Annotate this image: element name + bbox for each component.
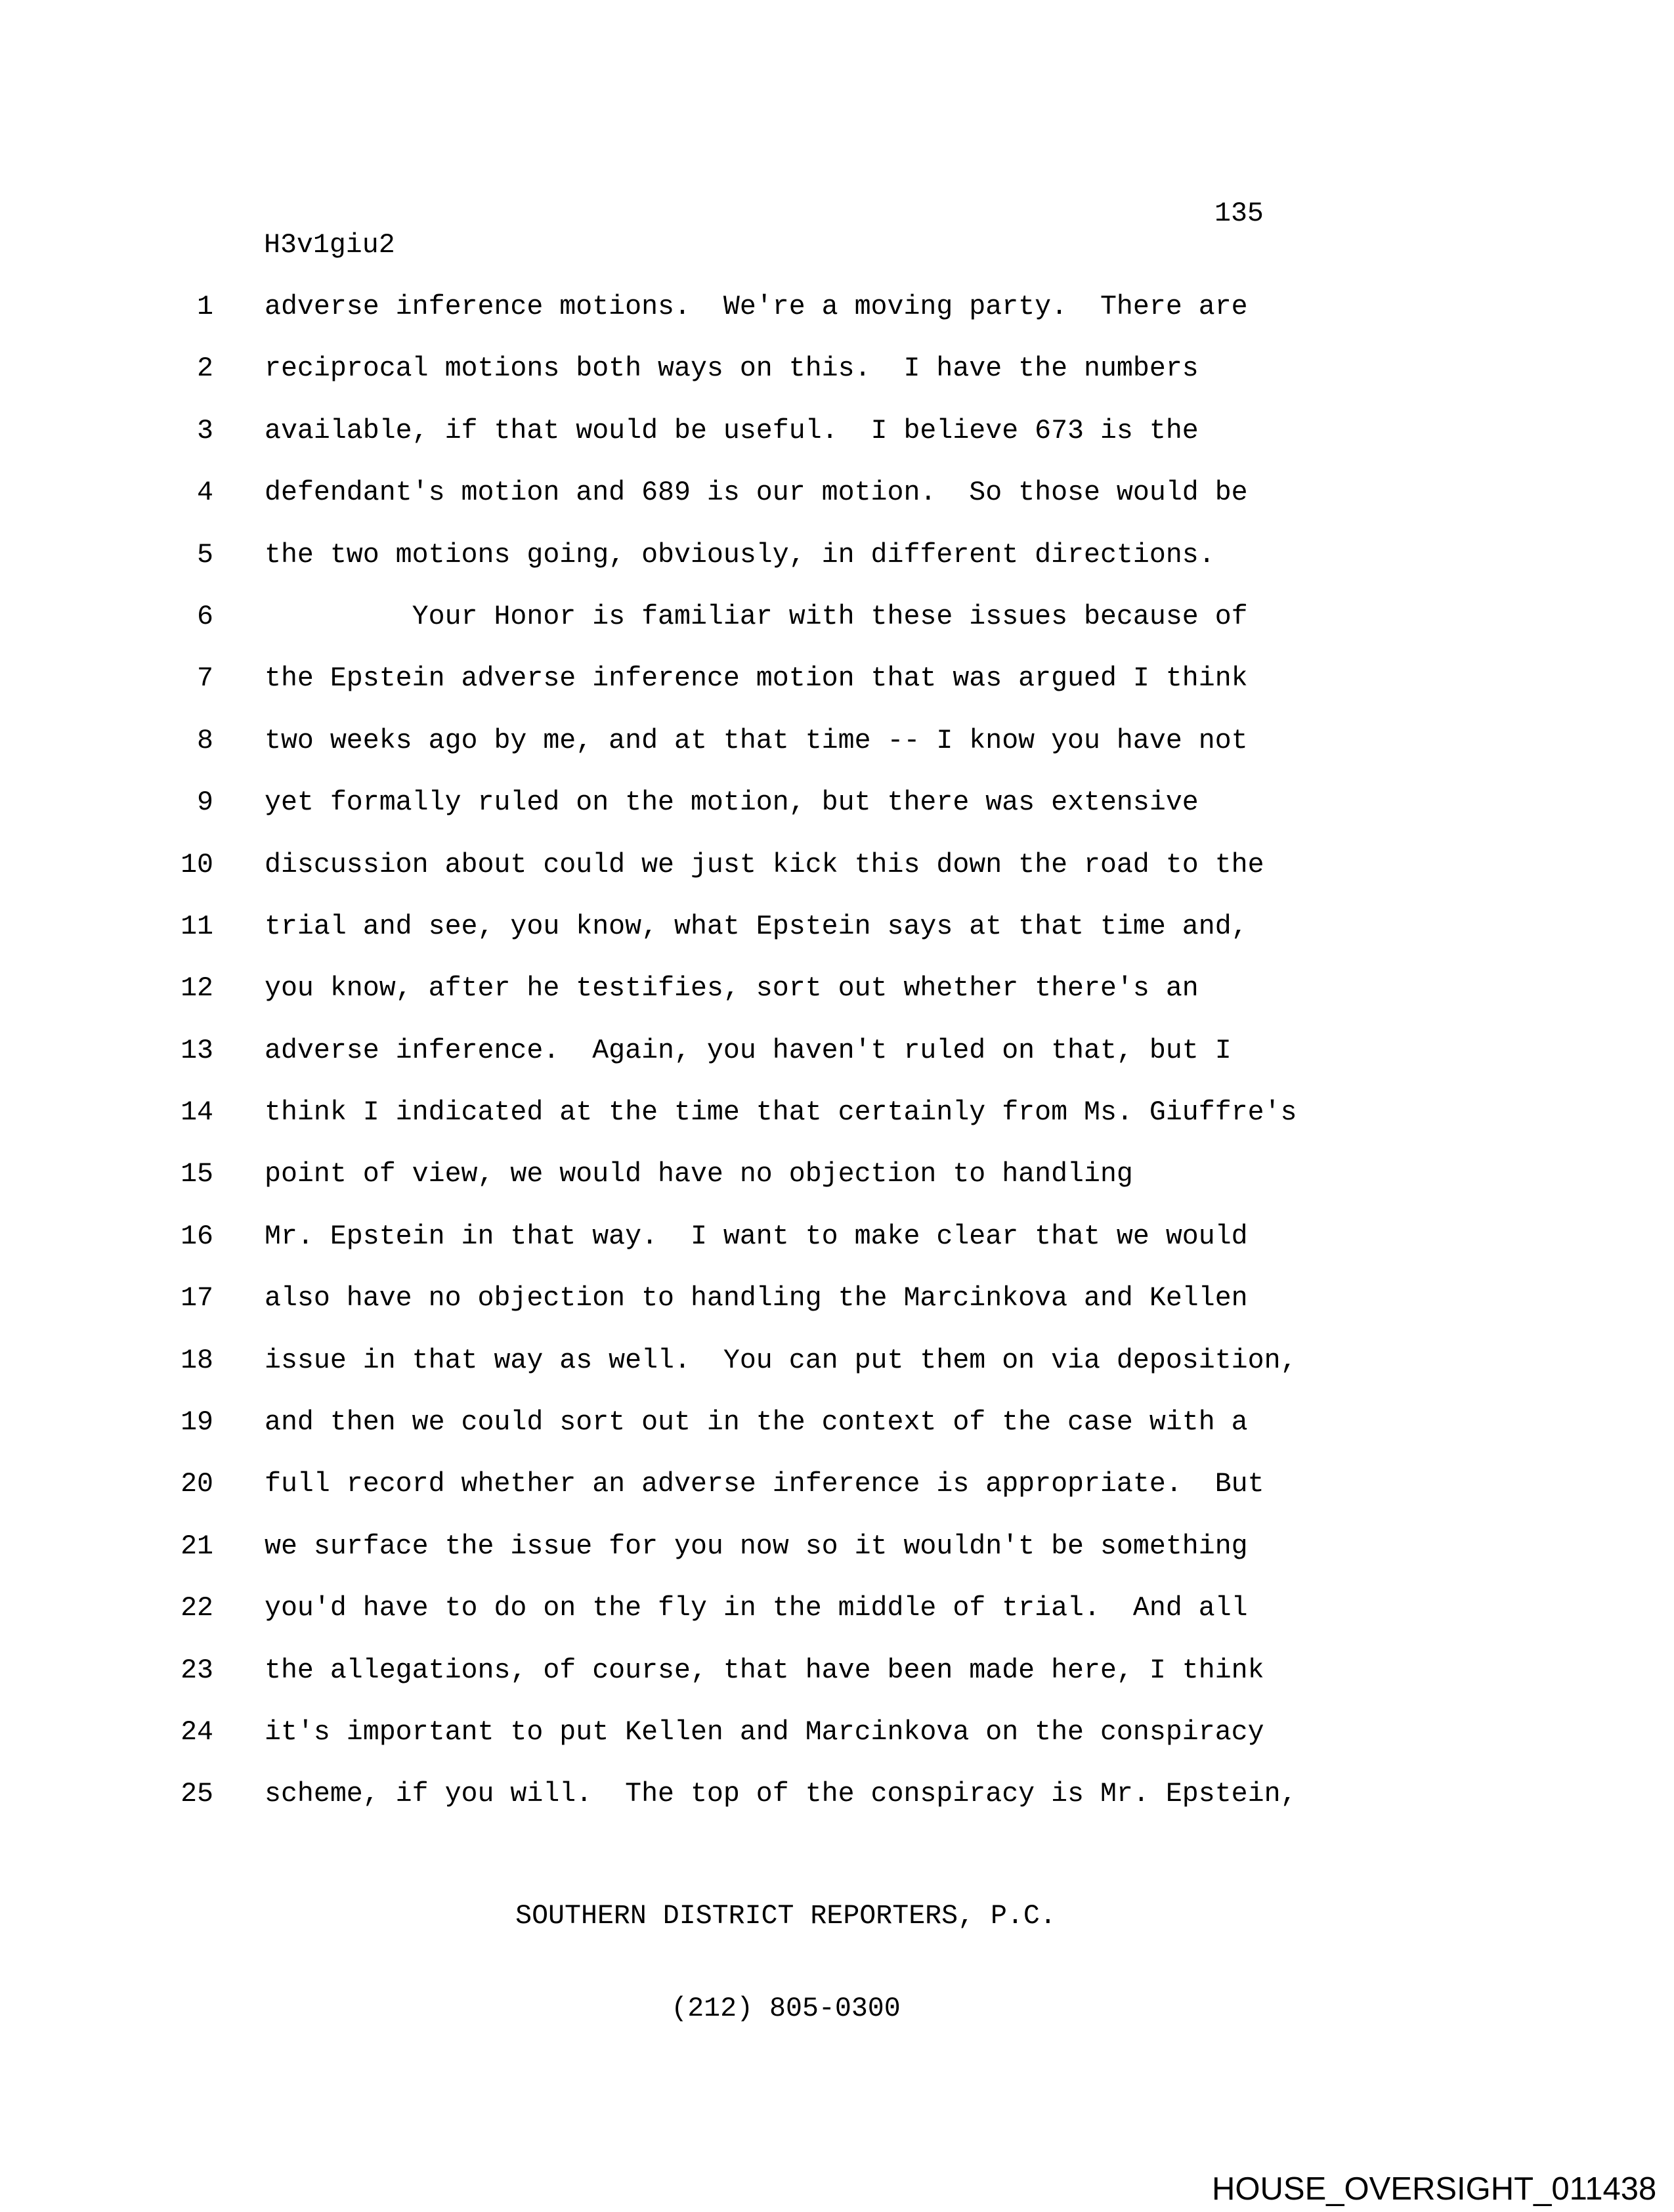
line-number: 3 (197, 415, 213, 446)
line-number: 20 (181, 1469, 213, 1500)
transcript-line (0, 958, 1674, 1020)
line-number: 13 (181, 1035, 213, 1066)
line-number: 8 (197, 725, 213, 756)
transcript-line (0, 1764, 1674, 1825)
line-text: you know, after he testifies, sort out whether there's an (265, 973, 1199, 1005)
transcript-line (0, 1330, 1674, 1392)
transcript-line (0, 772, 1674, 834)
transcript-line (0, 1702, 1674, 1764)
transcript-line (0, 896, 1674, 958)
line-number: 4 (197, 477, 213, 509)
transcript-line (0, 1578, 1674, 1639)
line-text: you'd have to do on the fly in the middle of trial. And all (265, 1593, 1248, 1624)
line-number: 1 (197, 292, 213, 322)
transcript-line (0, 710, 1674, 772)
line-text: trial and see, you know, what Epstein says at that time and, (265, 911, 1248, 942)
transcript-line (0, 462, 1674, 524)
line-text: available, if that would be useful. I believe 673 is the (265, 415, 1199, 446)
line-text: point of view, we would have no objection to handling (265, 1159, 1133, 1190)
line-text: discussion about could we just kick this down the road to the (265, 849, 1264, 880)
line-number: 14 (181, 1097, 213, 1129)
line-number: 16 (181, 1221, 213, 1252)
reporter-footer (0, 1839, 1572, 2086)
line-text: two weeks ago by me, and at that time -- I know you have not (265, 725, 1248, 756)
transcript-line (0, 1206, 1674, 1268)
line-number: 25 (181, 1779, 213, 1810)
line-number: 18 (181, 1345, 213, 1376)
line-number: 19 (181, 1407, 213, 1439)
line-text: Your Honor is familiar with these issues because of (265, 601, 1248, 632)
transcript-line (0, 1640, 1674, 1702)
line-text: the two motions going, obviously, in different directions. (265, 539, 1215, 571)
line-number: 23 (181, 1655, 213, 1686)
bates-number: HOUSE_OVERSIGHT_011438 (1212, 2171, 1657, 2207)
transcript-body (0, 276, 1674, 1826)
line-text: it's important to put Kellen and Marcinkova on the conspiracy (265, 1716, 1264, 1748)
transcript-line (0, 835, 1674, 896)
line-number: 9 (197, 787, 213, 819)
line-text: defendant's motion and 689 is our motion. So those would be (265, 477, 1248, 509)
line-text: the allegations, of course, that have been made here, I think (265, 1655, 1264, 1686)
line-number: 12 (181, 973, 213, 1005)
transcript-id: H3v1giu2 (264, 230, 395, 261)
line-text: also have no objection to handling the Marcinkova and Kellen (265, 1283, 1248, 1314)
line-number: 7 (197, 663, 213, 695)
transcript-line (0, 1268, 1674, 1330)
line-text: issue in that way as well. You can put them on via deposition, (265, 1345, 1297, 1376)
reporter-phone: (212) 805-0300 (671, 1993, 901, 2024)
transcript-line (0, 1082, 1674, 1144)
line-text: Mr. Epstein in that way. I want to make clear that we would (265, 1221, 1248, 1252)
line-text: adverse inference. Again, you haven't ruled on that, but I (265, 1035, 1232, 1066)
transcript-line (0, 276, 1674, 338)
line-text: adverse inference motions. We're a moving party. There are (265, 292, 1248, 322)
transcript-line (0, 586, 1674, 648)
line-number: 24 (181, 1716, 213, 1748)
transcript-line (0, 1144, 1674, 1205)
transcript-line (0, 525, 1674, 586)
transcript-line (0, 1454, 1674, 1515)
transcript-line (0, 1020, 1674, 1082)
line-text: the Epstein adverse inference motion that was argued I think (265, 663, 1248, 695)
line-number: 10 (181, 849, 213, 880)
line-text: full record whether an adverse inference is appropriate. But (265, 1469, 1264, 1500)
line-number: 17 (181, 1283, 213, 1314)
line-text: and then we could sort out in the context of the case with a (265, 1407, 1248, 1439)
transcript-line (0, 1516, 1674, 1578)
transcript-line (0, 1392, 1674, 1454)
line-text: yet formally ruled on the motion, but there was extensive (265, 787, 1199, 819)
line-text: reciprocal motions both ways on this. I have the numbers (265, 353, 1199, 385)
line-number: 15 (181, 1159, 213, 1190)
line-text: think I indicated at the time that certainly from Ms. Giuffre's (265, 1097, 1297, 1129)
transcript-line (0, 338, 1674, 400)
transcript-line (0, 648, 1674, 710)
line-text: scheme, if you will. The top of the conspiracy is Mr. Epstein, (265, 1779, 1297, 1810)
line-number: 2 (197, 353, 213, 385)
transcript-line (0, 401, 1674, 462)
reporter-firm: SOUTHERN DISTRICT REPORTERS, P.C. (515, 1901, 1056, 1932)
line-number: 5 (197, 539, 213, 571)
line-number: 6 (197, 601, 213, 632)
line-number: 21 (181, 1530, 213, 1562)
page-number: 135 (1214, 198, 1264, 229)
line-number: 11 (181, 911, 213, 942)
line-text: we surface the issue for you now so it wouldn't be something (265, 1530, 1248, 1562)
line-number: 22 (181, 1593, 213, 1624)
